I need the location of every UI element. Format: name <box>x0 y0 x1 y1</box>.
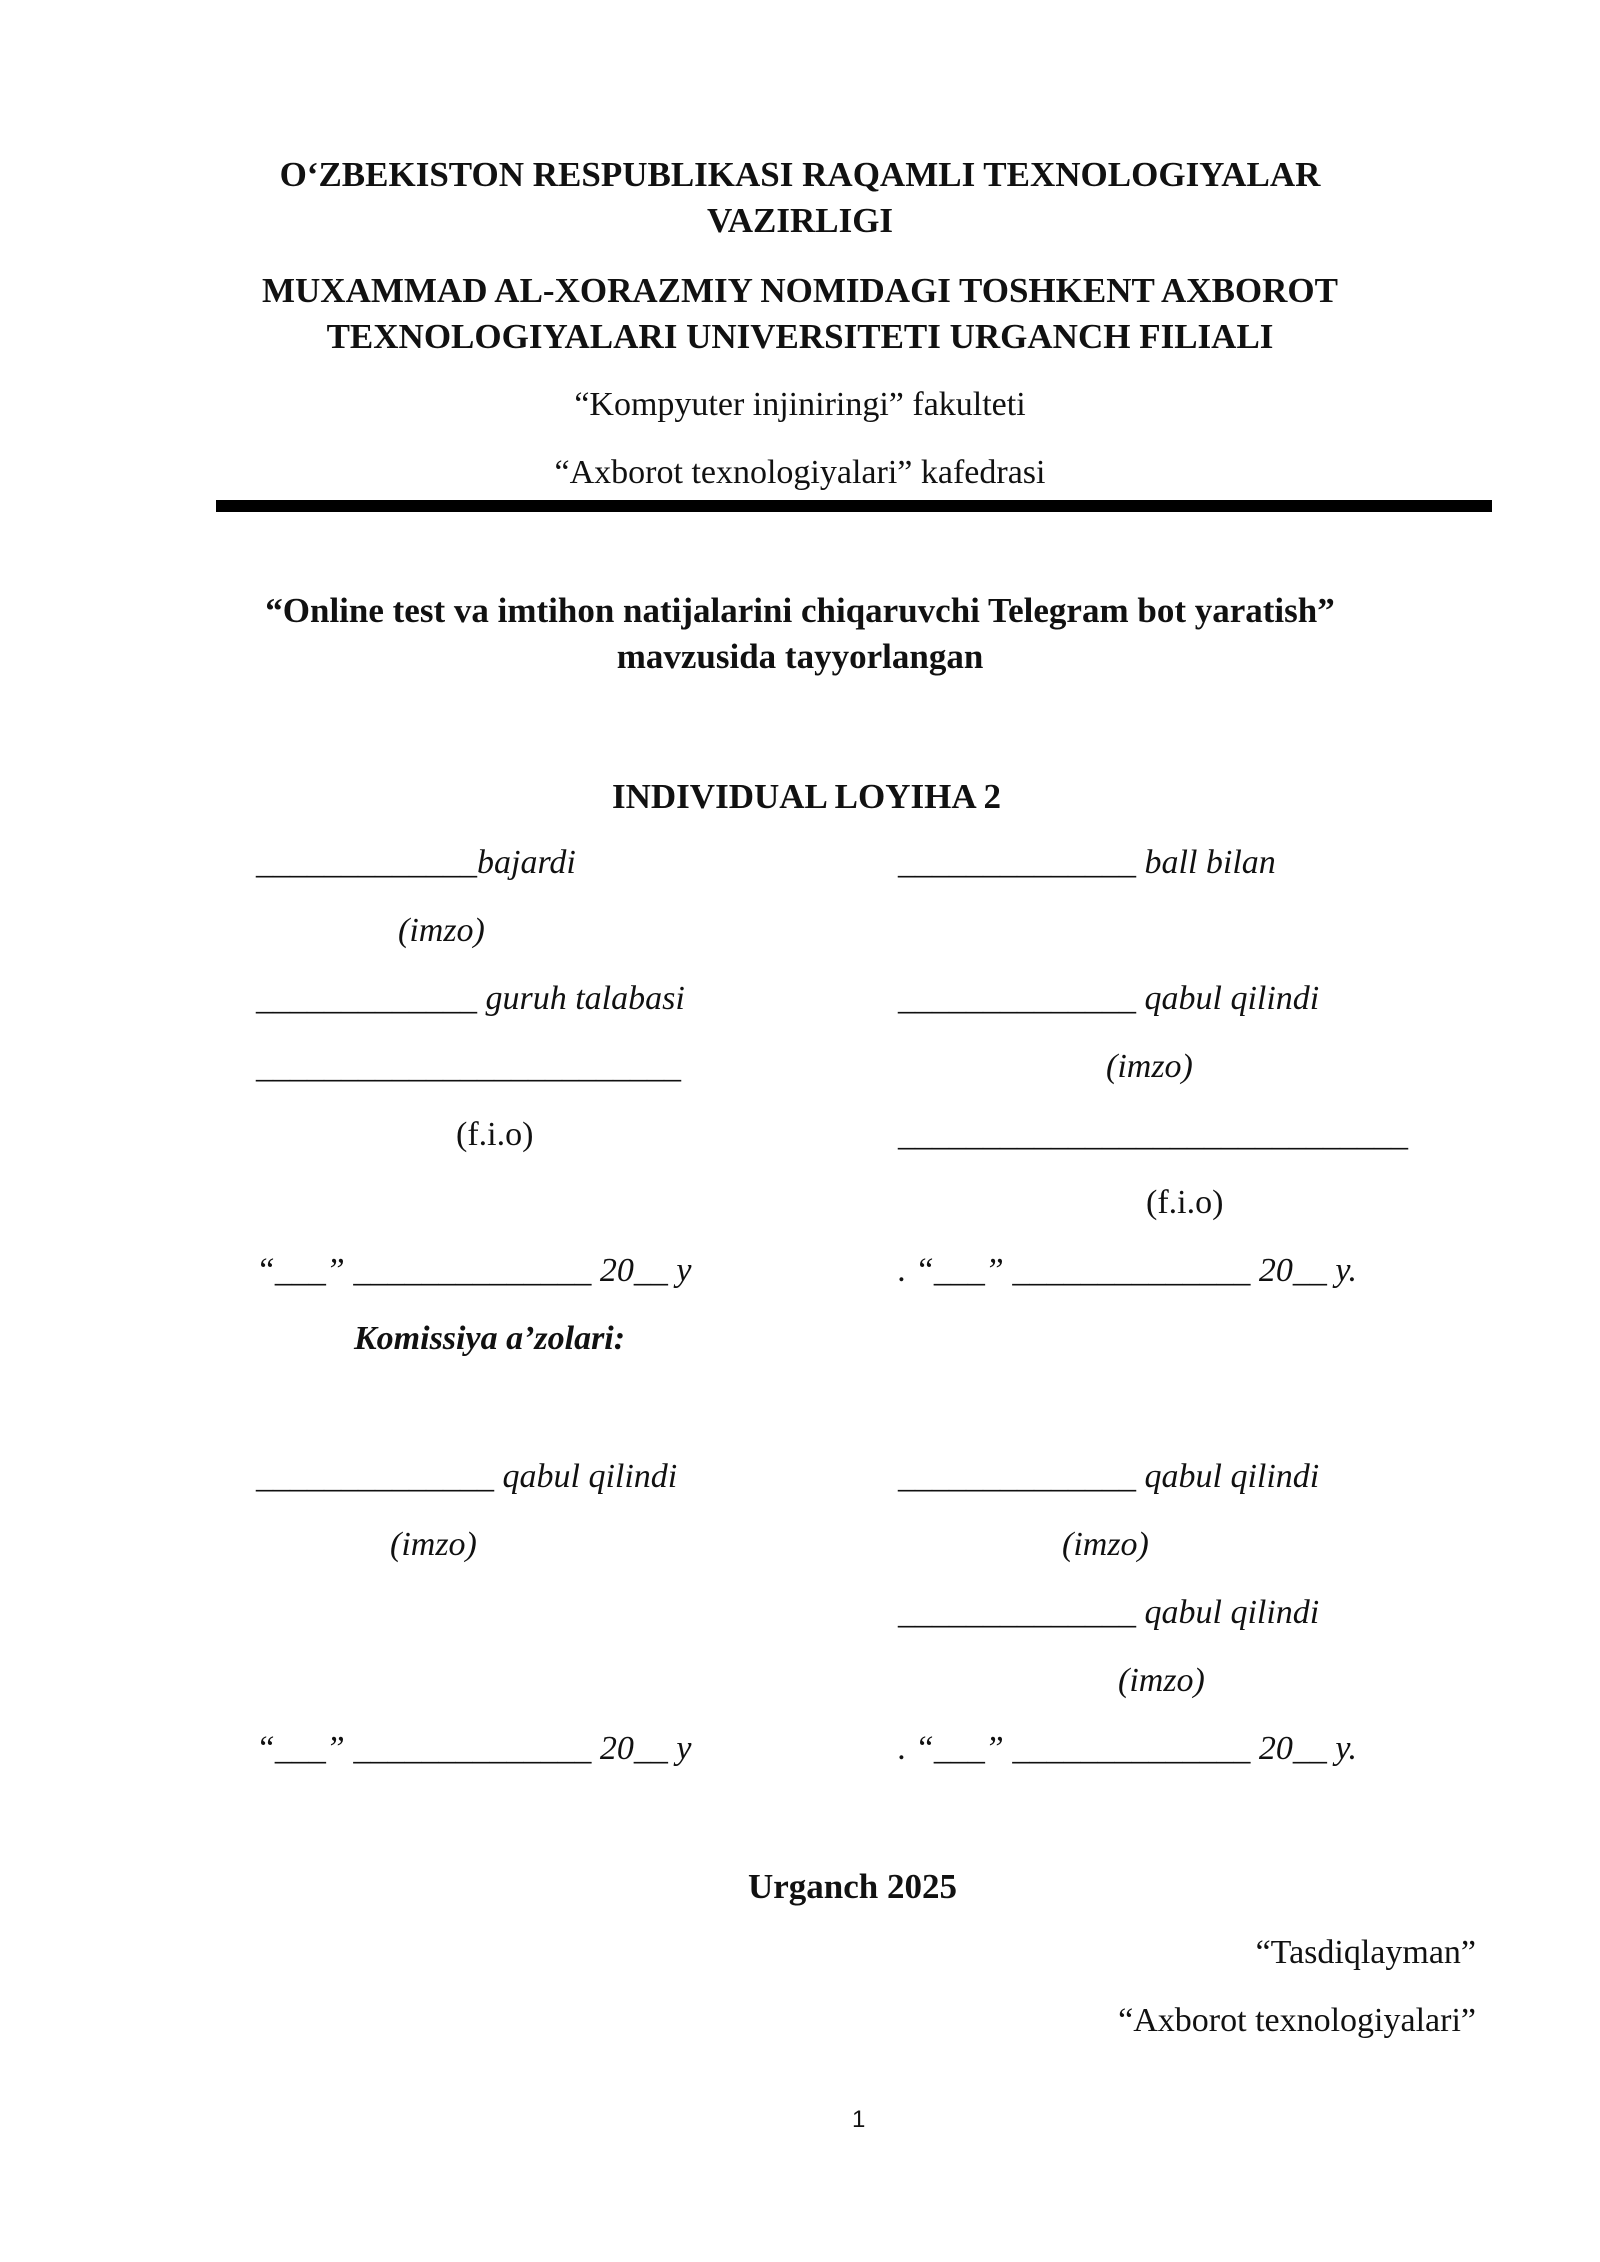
commission-signature-label-right-1: (imzo) <box>1062 1526 1149 1563</box>
supervisor-name-line: ______________________________ <box>898 1116 1408 1153</box>
commission-signature-label-right-2: (imzo) <box>1118 1662 1205 1699</box>
accepted-line: ______________ qabul qilindi <box>898 980 1320 1017</box>
ministry-line-1: O‘ZBEKISTON RESPUBLIKASI RAQAMLI TEXNOLOGIYALAR <box>279 155 1321 194</box>
page-number: 1 <box>852 2106 866 2133</box>
supervisor-date-line: . “___” ______________ 20__ y. <box>898 1252 1358 1289</box>
department-short: “Axborot texnologiyalari” <box>1118 2002 1476 2039</box>
department-name: “Axborot texnologiyalari” kafedrasi <box>554 454 1046 491</box>
header-rule <box>216 500 1492 512</box>
supervisor-name-label: (f.i.o) <box>1146 1184 1224 1221</box>
supervisor-signature-label: (imzo) <box>1106 1048 1193 1085</box>
commission-heading: Komissiya a’zolari: <box>354 1320 626 1357</box>
commission-accepted-line-right-2: ______________ qabul qilindi <box>898 1594 1320 1631</box>
topic-line-1: “Online test va imtihon natijalarini chiqaruvchi Telegram bot yaratish” <box>265 591 1335 630</box>
commission-accepted-line-left: ______________ qabul qilindi <box>256 1458 678 1495</box>
student-name-label: (f.i.o) <box>456 1116 534 1153</box>
university-line-2: TEXNOLOGIYALARI UNIVERSITETI URGANCH FILIALI <box>326 317 1274 356</box>
student-signature-label: (imzo) <box>398 912 485 949</box>
commission-accepted-line-right-1: ______________ qabul qilindi <box>898 1458 1320 1495</box>
university-line-1: MUXAMMAD AL-XORAZMIY NOMIDAGI TOSHKENT AXBOROT <box>262 271 1338 310</box>
bajardi-line: _____________bajardi <box>256 844 576 881</box>
student-name-line: _________________________ <box>256 1048 681 1085</box>
project-title: INDIVIDUAL LOYIHA 2 <box>612 777 1001 816</box>
score-line: ______________ ball bilan <box>898 844 1276 881</box>
faculty-name: “Kompyuter injiniringi” fakulteti <box>574 386 1026 423</box>
commission-date-line-right: . “___” ______________ 20__ y. <box>898 1730 1358 1767</box>
commission-date-line-left: “___” ______________ 20__ y <box>256 1730 692 1767</box>
topic-line-2: mavzusida tayyorlangan <box>616 637 984 676</box>
approval-label: “Tasdiqlayman” <box>1255 1934 1476 1971</box>
commission-signature-label-left: (imzo) <box>390 1526 477 1563</box>
student-date-line: “___” ______________ 20__ y <box>256 1252 692 1289</box>
city-year: Urganch 2025 <box>748 1867 958 1906</box>
group-student-line: _____________ guruh talabasi <box>256 980 685 1017</box>
ministry-line-2: VAZIRLIGI <box>706 201 894 240</box>
